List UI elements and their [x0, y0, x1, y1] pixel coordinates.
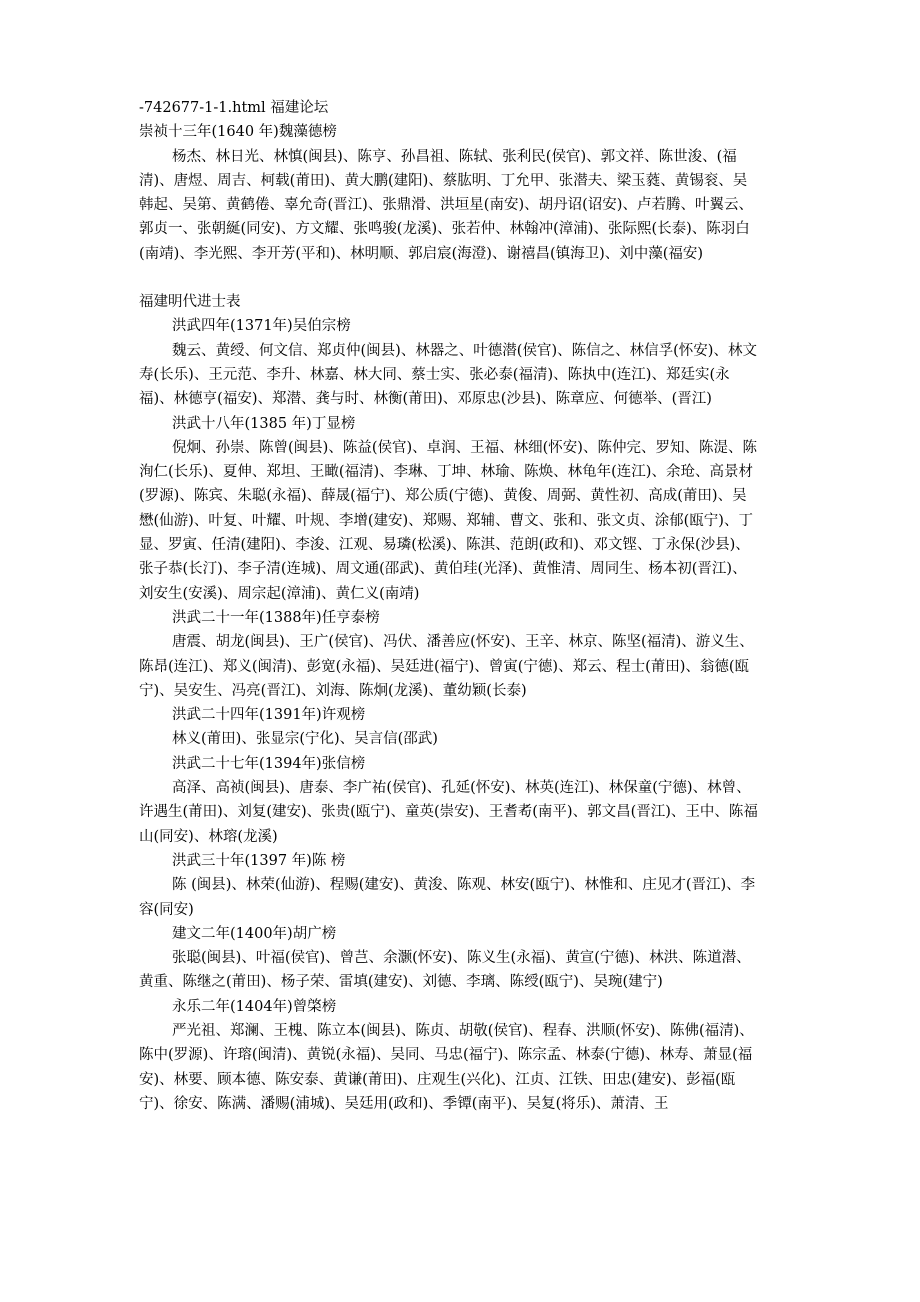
name-list: 杨杰、林日光、林慎(闽县)、陈亨、孙昌祖、陈轼、张利民(侯官)、郭文祥、陈世浚、(福清)、唐煜、周吉、柯载(莆田)、黄大鹏(建阳)、蔡肱明、丁允甲、张潜夫、梁玉蕤、黄锡衮、吴韩起、吴第、黄鹤倦、辜允奇(晋江)、张鼎滑、洪垣星(南安)、胡丹诏(诏安)、卢若腾、叶翼云、郭贞一、张朝綖(同安)、方文耀、张鸣骏(龙溪)、张若仲、林翰冲(漳浦)、张际熙(长泰)、陈羽白(南靖)、李光熙、李开芳(平和)、林明顺、郭启宸(海澄)、谢禧昌(镇海卫)、刘中藻(福安) [139, 148, 753, 262]
entry-names: 高泽、高祯(闽县)、唐泰、李广祐(侯官)、孔延(怀安)、林英(连江)、林保童(宁德)、林曾、许遇生(莆田)、刘复(建安)、张贵(瓯宁)、童英(崇安)、王耆耇(南平)、郭文昌(晋江)、王中、陈福山(同安)、林瑢(龙溪) [139, 780, 758, 845]
entry-heading: 永乐二年(1404年)曾棨榜 [172, 998, 337, 1015]
entry-heading: 洪武二十一年(1388年)任亨泰榜 [172, 609, 380, 626]
document-page [139, 96, 759, 1116]
entry-names: 陈 (闽县)、林荣(仙游)、程赐(建安)、黄浚、陈观、林安(瓯宁)、林惟和、庄见才(晋江)、李容(同安) [139, 877, 756, 918]
blank-line [139, 266, 759, 290]
entry-names: 倪炯、孙崇、陈曾(闽县)、陈益(侯官)、卓润、王福、林细(怀安)、陈仲完、罗知、陈湜、陈洵仁(长乐)、夏伸、郑坦、王瞰(福清)、李琳、丁坤、林瑜、陈焕、林龟年(连江)、余玱、高景材(罗源)、陈宾、朱聪(永福)、薛晟(福宁)、郑公质(宁德)、黄俊、周弼、黄性初、高成(莆田)、吴懋(仙游)、叶复、叶耀、叶规、李增(建安)、郑赐、郑辅、曹文、张和、张文贞、涂郁(瓯宁)、丁显、罗寅、任清(建阳)、李浚、江观、易璘(松溪)、陈淇、范朗(政和)、邓文铿、丁永保(沙县)、张子恭(长汀)、李子清(连城)、周文通(邵武)、黄伯珪(光泽)、黄惟清、周同生、杨本初(晋江)、刘安生(安溪)、周宗起(漳浦)、黄仁义(南靖) [139, 439, 757, 602]
entry-heading: 洪武十八年(1385 年)丁显榜 [172, 415, 356, 432]
entry-names: 林义(莆田)、张显宗(宁化)、吴言信(邵武) [172, 731, 438, 748]
entry-names: 张聪(闽县)、叶福(侯官)、曾芑、余灏(怀安)、陈义生(永福)、黄宣(宁德)、林洪、陈道潜、黄重、陈继之(莆田)、杨子荣、雷填(建安)、刘德、李璃、陈绶(瓯宁)、吴琬(建宁) [139, 950, 751, 991]
entry-heading: 洪武四年(1371年)吴伯宗榜 [172, 318, 351, 335]
entry-heading: 洪武三十年(1397 年)陈 榜 [172, 852, 346, 869]
entry-names: 唐震、胡龙(闽县)、王广(侯官)、冯伏、潘善应(怀安)、王辛、林京、陈坚(福清)、游义生、陈昂(连江)、郑义(闽清)、彭宽(永福)、吴廷进(福宁)、曾寅(宁德)、郑云、程士(莆田)、翁德(瓯宁)、吴安生、冯亮(晋江)、刘海、陈炯(龙溪)、董幼颖(长泰) [139, 634, 754, 699]
entry-heading: 洪武二十四年(1391年)许观榜 [172, 707, 366, 724]
entry-names: 魏云、黄绶、何文信、郑贞仲(闽县)、林器之、叶德潜(侯官)、陈信之、林信孚(怀安)、林文寿(长乐)、王元范、李升、林嘉、林大同、蔡士实、张必泰(福清)、陈执中(连江)、郑廷实(永福)、林德亨(福安)、郑潜、龚与时、林衡(莆田)、邓原忠(沙县)、陈章应、何德举、(晋江) [139, 342, 757, 408]
section-heading: 崇祯十三年(1640 年)魏藻德榜 [139, 124, 337, 141]
header-line: -742677-1-1.html 福建论坛 [139, 100, 329, 116]
table-title: 福建明代进士表 [139, 294, 241, 311]
entry-heading: 建文二年(1400年)胡广榜 [172, 925, 337, 942]
entry-heading: 洪武二十七年(1394年)张信榜 [172, 755, 366, 772]
entry-names: 严光祖、郑澜、王槐、陈立本(闽县)、陈贞、胡敬(侯官)、程春、洪顺(怀安)、陈佛(福清)、陈中(罗源)、许瑢(闽清)、黄锐(永福)、吴同、马忠(福宁)、陈宗孟、林泰(宁德)、林寿、萧显(福安)、林要、顾本德、陈安泰、黄谦(莆田)、庄观生(兴化)、江贞、江铁、田忠(建安)、彭福(瓯宁)、徐安、陈满、潘赐(浦城)、吴廷用(政和)、季镡(南平)、吴复(将乐)、萧清、王 [139, 1022, 754, 1112]
